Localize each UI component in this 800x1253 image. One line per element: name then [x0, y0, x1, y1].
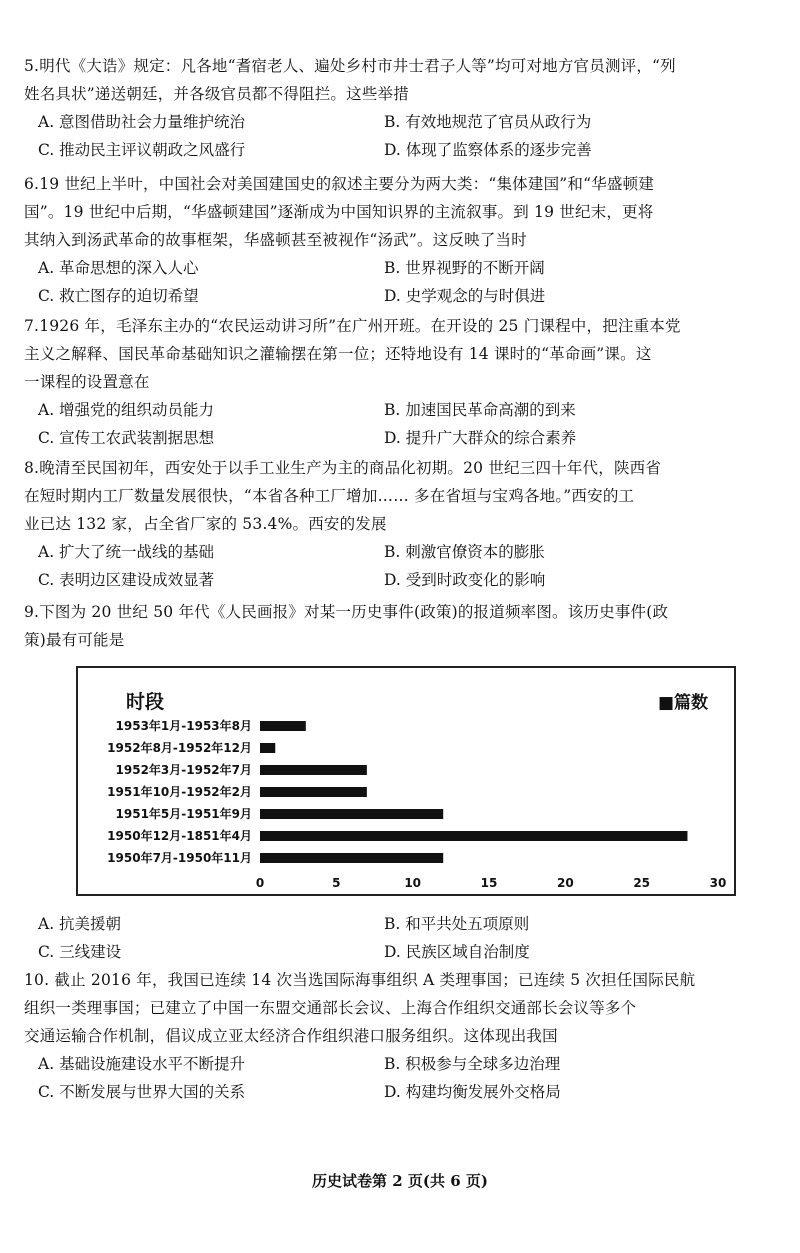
question-10-options-row-2: [24, 1078, 780, 1106]
bar: [260, 853, 443, 863]
chart-title: 时段: [126, 691, 165, 713]
question-6-option-d[interactable]: D. 史学观念的与时俱进: [384, 287, 546, 305]
question-6-option-c[interactable]: C. 救亡图存的迫切希望: [38, 287, 199, 305]
question-8-option-c[interactable]: C. 表明边区建设成效显著: [38, 571, 215, 589]
question-10-line-2: 组织一类理事国；已建立了中国一东盟交通部长会议、上海合作组织交通部长会议等多个: [24, 999, 637, 1017]
question-9: [24, 598, 780, 654]
x-tick-label: 10: [404, 876, 422, 890]
bar: [260, 809, 443, 819]
question-9-options-row-1: [24, 910, 780, 938]
x-tick-label: 20: [556, 876, 574, 890]
question-7-option-b[interactable]: B. 加速国民革命高潮的到来: [384, 401, 576, 419]
bar: [260, 787, 367, 797]
bar: [260, 743, 275, 753]
question-10-line-3: 交通运输合作机制，倡议成立亚太经济合作组织港口服务组织。这体现出我国: [24, 1027, 558, 1045]
question-10-line-1: 10. 截止 2016 年，我国已连续 14 次当选国际海事组织 A 类理事国；已连续 5 次担任国际民航: [24, 971, 696, 989]
question-10-option-a[interactable]: A. 基础设施建设水平不断提升: [38, 1055, 246, 1073]
question-9-options-row-2: [24, 938, 780, 966]
x-tick-label: 0: [255, 876, 265, 890]
question-10: [24, 966, 780, 1106]
question-10-option-c[interactable]: C. 不断发展与世界大国的关系: [38, 1083, 246, 1101]
question-7: [24, 312, 780, 452]
category-label: 1950年7月-1950年11月: [107, 851, 252, 865]
page-footer: 历史试卷第 2 页(共 6 页): [312, 1172, 488, 1190]
question-7-line-1: 7.1926 年，毛泽东主办的“农民运动讲习所”在广州开班。在开设的 25 门课程中，把注重本党: [24, 317, 681, 335]
category-label: 1953年1月-1953年8月: [115, 719, 252, 733]
question-6-option-b[interactable]: B. 世界视野的不断开阔: [384, 259, 545, 277]
question-6-line-3: 其纳入到汤武革命的故事框架，华盛顿甚至被视作“汤武”。这反映了当时: [24, 231, 527, 249]
question-7-option-c[interactable]: C. 宣传工农武装割据思想: [38, 429, 215, 447]
x-tick-label: 15: [480, 876, 498, 890]
question-5-option-c[interactable]: C. 推动民主评议朝政之风盛行: [38, 141, 246, 159]
question-8-line-3: 业已达 132 家，占全省厂家的 53.4%。西安的发展: [24, 515, 387, 533]
question-5-option-b[interactable]: B. 有效地规范了官员从政行为: [384, 113, 592, 131]
question-5-line-1: 5.明代《大诰》规定：凡各地“耆宿老人、遍处乡村市井士君子人等”均可对地方官员测评，“列: [24, 57, 676, 75]
question-8-option-a[interactable]: A. 扩大了统一战线的基础: [38, 543, 215, 561]
category-label: 1951年10月-1952年2月: [107, 785, 252, 799]
category-label: 1952年3月-1952年7月: [115, 763, 252, 777]
question-9-line-1: 9.下图为 20 世纪 50 年代《人民画报》对某一历史事件(政策)的报道频率图。该历史事件(政: [24, 603, 669, 621]
question-10-option-b[interactable]: B. 积极参与全球多边治理: [384, 1055, 561, 1073]
question-8: [24, 454, 780, 594]
question-9-option-a[interactable]: A. 抗美援朝: [38, 915, 122, 933]
question-8-line-1: 8.晚清至民国初年，西安处于以手工业生产为主的商品化初期。20 世纪三四十年代，陕西省: [24, 459, 662, 477]
question-7-options-row-1: [24, 396, 780, 424]
category-label: 1951年5月-1951年9月: [115, 807, 252, 821]
chart-legend: ■篇数: [658, 693, 709, 713]
question-6-options-row-2: [24, 282, 780, 310]
question-5-line-2: 姓名具状”递送朝廷，并各级官员都不得阻拦。这些举措: [24, 85, 409, 103]
bar: [260, 765, 367, 775]
question-8-options-row-2: [24, 566, 780, 594]
x-tick-label: 25: [633, 876, 651, 890]
question-9-option-b[interactable]: B. 和平共处五项原则: [384, 915, 530, 933]
bar: [260, 721, 306, 731]
question-5-options-row-1: [24, 108, 780, 136]
question-8-option-d[interactable]: D. 受到时政变化的影响: [384, 571, 546, 589]
question-6-option-a[interactable]: A. 革命思想的深入人心: [38, 259, 199, 277]
question-7-option-d[interactable]: D. 提升广大群众的综合素养: [384, 429, 577, 447]
question-5-option-a[interactable]: A. 意图借助社会力量维护统治: [38, 113, 246, 131]
question-7-line-3: 一课程的设置意在: [24, 373, 150, 391]
category-label: 1952年8月-1952年12月: [107, 741, 252, 755]
question-9-option-d[interactable]: D. 民族区域自治制度: [384, 943, 530, 961]
category-label: 1950年12月-1851年4月: [107, 829, 252, 843]
frequency-chart-svg: [78, 668, 734, 894]
bar: [260, 831, 687, 841]
question-6: [24, 170, 780, 310]
question-8-options-row-1: [24, 538, 780, 566]
question-9-options: [24, 910, 780, 966]
question-9-option-c[interactable]: C. 三线建设: [38, 943, 122, 961]
question-7-options-row-2: [24, 424, 780, 452]
question-6-line-1: 6.19 世纪上半叶，中国社会对美国建国史的叙述主要分为两大类：“集体建国”和“华盛顿建: [24, 175, 655, 193]
question-9-line-2: 策)最有可能是: [24, 631, 125, 649]
question-6-line-2: 国”。19 世纪中后期，“华盛顿建国”逐渐成为中国知识界的主流叙事。到 19 世纪末，更将: [24, 203, 654, 221]
question-6-options-row-1: [24, 254, 780, 282]
question-8-line-2: 在短时期内工厂数量发展很快，“本省各种工厂增加…… 多在省垣与宝鸡各地。”西安的工: [24, 487, 635, 505]
question-8-option-b[interactable]: B. 刺激官僚资本的膨胀: [384, 543, 545, 561]
question-5-option-d[interactable]: D. 体现了监察体系的逐步完善: [384, 141, 592, 159]
question-10-options-row-1: [24, 1050, 780, 1078]
x-tick-label: 30: [709, 876, 727, 890]
question-7-line-2: 主义之解释、国民革命基础知识之灌输摆在第一位；还特地设有 14 课时的“革命画”课。这: [24, 345, 652, 363]
frequency-chart: [76, 666, 736, 896]
question-10-option-d[interactable]: D. 构建均衡发展外交格局: [384, 1083, 561, 1101]
question-7-option-a[interactable]: A. 增强党的组织动员能力: [38, 401, 215, 419]
x-tick-label: 5: [332, 876, 341, 890]
question-5-options-row-2: [24, 136, 780, 164]
question-5: [24, 52, 780, 164]
